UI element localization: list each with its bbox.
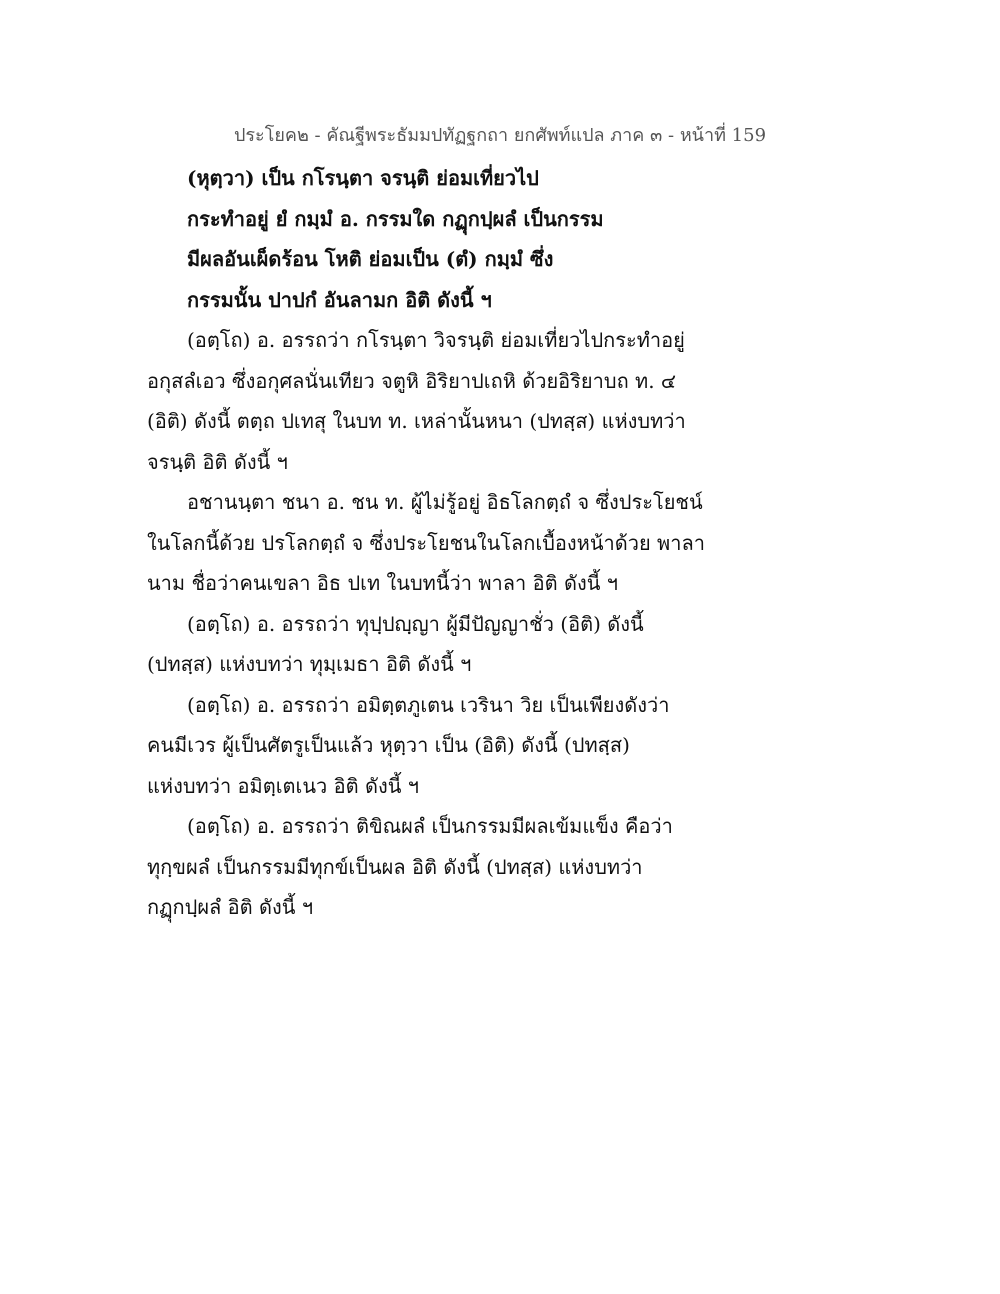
text-line: (อตฺโถ) อ. อรรถว่า ติขิณผลํ เป็นกรรมมีผลเข้มแข็ง คือว่า bbox=[187, 814, 673, 838]
text-line: (อตฺโถ) อ. อรรถว่า กโรนฺตา วิจรนฺติ ย่อมเที่ยวไปกระทำอยู่ bbox=[187, 328, 685, 352]
paragraph bbox=[147, 320, 707, 482]
text-line: (อิติ) ดังนี้ ตตฺถ ปเทสุ ในบท ท. เหล่านั้นหนา (ปทสฺส) แห่งบทว่า bbox=[147, 409, 686, 433]
paragraph bbox=[147, 604, 707, 685]
text-line: กฏุกปฺผลํ อิติ ดังนี้ ฯ bbox=[147, 895, 314, 919]
paragraph bbox=[147, 685, 707, 807]
text-line: (อตฺโถ) อ. อรรถว่า ทุปฺปญฺญา ผู้มีปัญญาชั่ว (อิติ) ดังนี้ bbox=[187, 611, 644, 636]
text-line: อชานนฺตา ชนา อ. ชน ท. ผู้ไม่รู้อยู่ อิธโลกตฺถํ จ ซึ่งประโยชน์ bbox=[187, 490, 703, 514]
bold-text-line: (หุตฺวา) เป็น กโรนฺตา จรนฺติ ย่อมเที่ยวไป bbox=[187, 166, 539, 190]
bold-text-line: กรรมนั้น ปาปกํ อันลามก อิติ ดังนี้ ฯ bbox=[187, 287, 492, 312]
text-line: จรนฺติ อิติ ดังนี้ ฯ bbox=[147, 449, 288, 474]
text-line: นาม ชื่อว่าคนเขลา อิธ ปเท ในบทนี้ว่า พาลา อิติ ดังนี้ ฯ bbox=[147, 571, 618, 595]
bold-text-line: มีผลอันเผ็ดร้อน โหติ ย่อมเป็น (ตํ) กมฺมํ ซึ่ง bbox=[187, 247, 554, 271]
text-line: (อตฺโถ) อ. อรรถว่า อมิตฺตภูเตน เวรินา วิย เป็นเพียงดังว่า bbox=[187, 692, 670, 717]
main-text bbox=[147, 158, 707, 928]
paragraph bbox=[147, 482, 707, 604]
text-line: (ปทสฺส) แห่งบทว่า ทุมฺเมธา อิติ ดังนี้ ฯ bbox=[147, 652, 472, 676]
text-line: คนมีเวร ผู้เป็นศัตรูเป็นแล้ว หุตฺวา เป็น (อิติ) ดังนี้ (ปทสฺส) bbox=[147, 733, 630, 757]
paragraph bbox=[147, 806, 707, 928]
text-line: อกุสลํเอว ซึ่งอกุศลนั่นเทียว จตูหิ อิริยาปเถหิ ด้วยอิริยาบถ ท. ๔ bbox=[147, 368, 677, 393]
page-header: ประโยค๒ - คัณฐีพระธัมมปทัฏฐกถา ยกศัพท์แปล ภาค ๓ - หน้าที่ 159 bbox=[233, 125, 767, 146]
text-line: ในโลกนี้ด้วย ปรโลกตฺถํ จ ซึ่งประโยชนในโลกเบื้องหน้าด้วย พาลา bbox=[147, 530, 705, 555]
bold-text-line: กระทำอยู่ ยํ กมฺมํ อ. กรรมใด กฏุกปฺผลํ เป็นกรรม bbox=[187, 206, 604, 231]
text-line: ทุกฺขผลํ เป็นกรรมมีทุกข์เป็นผล อิติ ดังนี้ (ปทสฺส) แห่งบทว่า bbox=[147, 854, 643, 879]
text-line: แห่งบทว่า อมิตฺเตเนว อิติ ดังนี้ ฯ bbox=[147, 773, 420, 798]
